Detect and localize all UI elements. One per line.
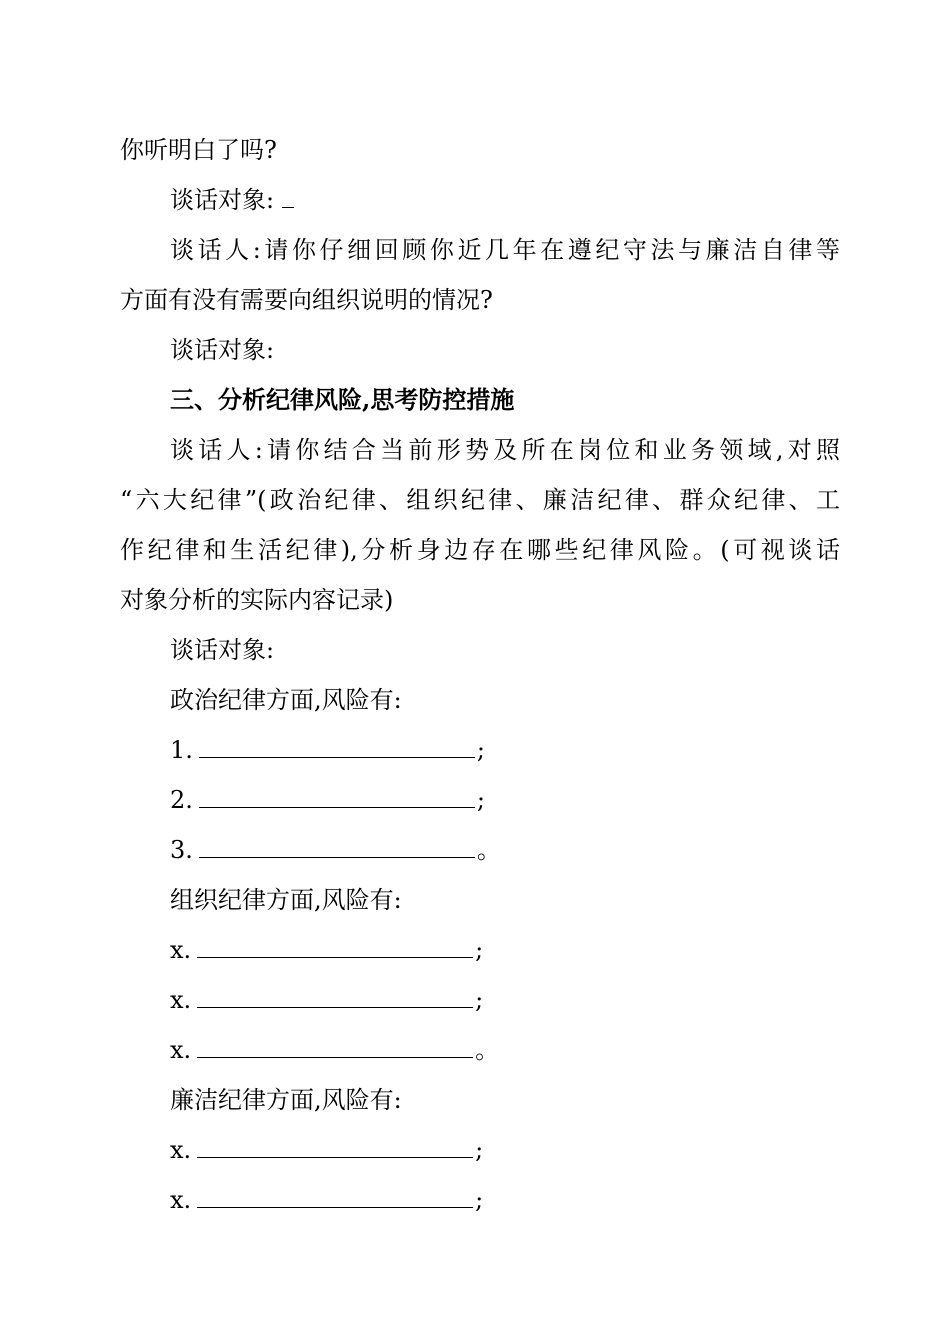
list-item [170, 1035, 840, 1065]
list-item [170, 1185, 840, 1215]
fill-blank[interactable] [199, 785, 475, 808]
paragraph-line [120, 585, 840, 615]
item-label: 2. [170, 786, 193, 814]
answer-blank[interactable] [282, 185, 294, 208]
item-end: 。 [476, 836, 501, 864]
text: 作纪律和生活纪律),分析身边存在哪些纪律风险。(可视谈话 [120, 536, 840, 564]
list-item [170, 1135, 840, 1165]
item-end: ; [476, 736, 485, 764]
section-heading [170, 385, 840, 415]
list-item [170, 935, 840, 965]
text: 谈话对象: [170, 336, 275, 364]
list-item [170, 735, 840, 765]
item-end: 。 [475, 1036, 500, 1064]
text: 谈话人:请你结合当前形势及所在岗位和业务领域,对照 [170, 436, 840, 464]
paragraph-line [170, 235, 840, 265]
fill-blank[interactable] [199, 835, 475, 858]
text: 谈话对象: [170, 186, 275, 214]
paragraph-line [120, 485, 840, 515]
fill-blank[interactable] [197, 1185, 473, 1208]
item-label: x. [170, 986, 192, 1014]
item-end: ; [475, 1186, 484, 1214]
text: 政治纪律方面,风险有: [170, 686, 402, 714]
item-end: ; [475, 1136, 484, 1164]
category-heading [170, 885, 840, 915]
item-label: x. [170, 936, 192, 964]
paragraph-line [120, 135, 840, 165]
text: 你听明白了吗? [120, 136, 277, 164]
list-item [170, 835, 840, 865]
item-end: ; [475, 936, 484, 964]
item-end: ; [475, 986, 484, 1014]
list-item [170, 985, 840, 1015]
item-label: 1. [170, 736, 193, 764]
item-label: 3. [170, 836, 193, 864]
item-end: ; [476, 786, 485, 814]
text: 组织纪律方面,风险有: [170, 886, 402, 914]
fill-blank[interactable] [197, 1135, 473, 1158]
respondent-line [170, 185, 840, 215]
text: 谈话人:请你仔细回顾你近几年在遵纪守法与廉洁自律等 [170, 236, 840, 264]
respondent-line [170, 635, 840, 665]
fill-blank[interactable] [197, 1035, 473, 1058]
category-heading [170, 1085, 840, 1115]
paragraph-line [120, 285, 840, 315]
list-item [170, 785, 840, 815]
item-label: x. [170, 1136, 192, 1164]
fill-blank[interactable] [199, 735, 475, 758]
item-label: x. [170, 1186, 192, 1214]
text: 廉洁纪律方面,风险有: [170, 1086, 402, 1114]
text: 谈话对象: [170, 636, 275, 664]
text: “六大纪律”(政治纪律、组织纪律、廉洁纪律、群众纪律、工 [120, 486, 840, 514]
fill-blank[interactable] [197, 985, 473, 1008]
fill-blank[interactable] [197, 935, 473, 958]
item-label: x. [170, 1036, 192, 1064]
text: 方面有没有需要向组织说明的情况? [120, 286, 493, 314]
paragraph-line [170, 435, 840, 465]
paragraph-line [120, 535, 840, 565]
category-heading [170, 685, 840, 715]
respondent-line [170, 335, 840, 365]
text: 对象分析的实际内容记录) [120, 586, 394, 614]
heading-text: 三、分析纪律风险,思考防控措施 [170, 385, 515, 414]
